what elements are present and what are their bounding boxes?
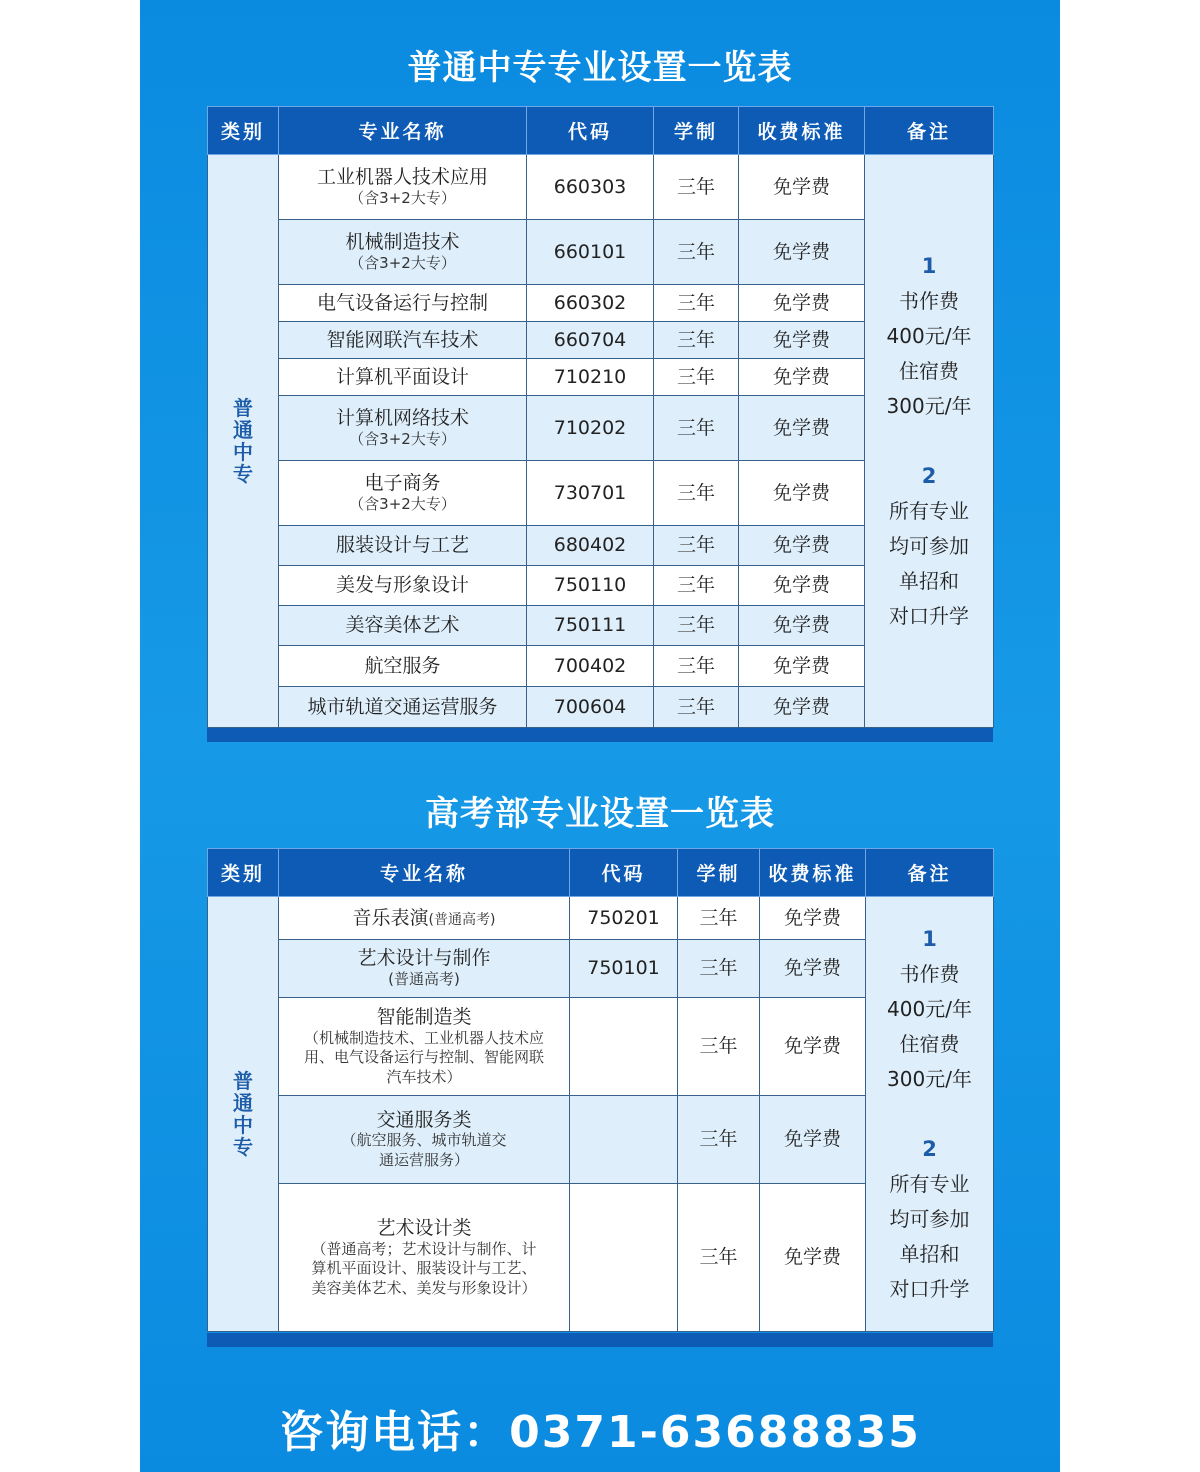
- major-code: 750201: [570, 897, 678, 940]
- poster-panel: [140, 0, 1060, 1472]
- header-fee: 收费标准: [739, 107, 865, 155]
- major-name: 计算机平面设计: [279, 359, 527, 396]
- major-years: 三年: [654, 155, 739, 220]
- table-header-row: [208, 107, 994, 155]
- major-code: 660303: [527, 155, 654, 220]
- major-name: 美容美体艺术: [279, 606, 527, 646]
- major-fee: 免学费: [739, 566, 865, 606]
- table-row: [208, 897, 994, 940]
- major-code: 700402: [527, 646, 654, 687]
- major-fee: 免学费: [739, 646, 865, 687]
- major-years: 三年: [654, 220, 739, 285]
- major-code: 680402: [527, 526, 654, 566]
- major-code: 660704: [527, 322, 654, 359]
- major-name: 艺术设计与制作 (普通高考): [279, 940, 570, 998]
- major-fee: 免学费: [739, 359, 865, 396]
- major-fee: 免学费: [760, 940, 866, 998]
- major-code: 750110: [527, 566, 654, 606]
- major-name: 美发与形象设计: [279, 566, 527, 606]
- section2-bottom-bar: [207, 1333, 993, 1347]
- major-name: 服装设计与工艺: [279, 526, 527, 566]
- table-header-row: [208, 849, 994, 897]
- major-fee: 免学费: [739, 687, 865, 728]
- note-cell: 1 书作费 400元/年 住宿费 300元/年 2 所有专业 均可参加 单招和 对口升学: [866, 897, 994, 1332]
- major-name: 智能网联汽车技术: [279, 322, 527, 359]
- major-years: 三年: [654, 461, 739, 526]
- category-cell: 普通中专: [208, 897, 279, 1332]
- header-code: 代码: [527, 107, 654, 155]
- note-cell: 1 书作费 400元/年 住宿费 300元/年 2 所有专业 均可参加 单招和 对口升学: [865, 155, 994, 728]
- major-years: 三年: [654, 285, 739, 322]
- major-years: 三年: [654, 396, 739, 461]
- section2-table: [207, 848, 994, 1332]
- header-fee: 收费标准: [760, 849, 866, 897]
- major-fee: 免学费: [739, 396, 865, 461]
- header-note: 备注: [866, 849, 994, 897]
- major-name: 机械制造技术 （含3+2大专）: [279, 220, 527, 285]
- major-years: 三年: [678, 998, 760, 1096]
- major-fee: 免学费: [739, 285, 865, 322]
- major-code: 710202: [527, 396, 654, 461]
- section1-table: [207, 106, 994, 728]
- major-code: 730701: [527, 461, 654, 526]
- header-note: 备注: [865, 107, 994, 155]
- table-row: [208, 155, 994, 220]
- phone-number[interactable]: 0371-63688835: [509, 1407, 921, 1458]
- major-code: 750101: [570, 940, 678, 998]
- contact-phone: [140, 1396, 1060, 1460]
- header-code: 代码: [570, 849, 678, 897]
- header-category: 类别: [208, 849, 279, 897]
- major-fee: 免学费: [760, 998, 866, 1096]
- major-name: 工业机器人技术应用 （含3+2大专）: [279, 155, 527, 220]
- major-years: 三年: [654, 687, 739, 728]
- major-name: 音乐表演(普通高考): [279, 897, 570, 940]
- major-fee: 免学费: [739, 461, 865, 526]
- category-cell: 普通中专: [208, 155, 279, 728]
- major-fee: 免学费: [739, 606, 865, 646]
- header-name: 专业名称: [279, 107, 527, 155]
- major-years: 三年: [678, 1184, 760, 1332]
- header-years: 学制: [678, 849, 760, 897]
- major-code: 660101: [527, 220, 654, 285]
- section1-title: 普通中专专业设置一览表: [407, 48, 793, 88]
- major-years: 三年: [654, 646, 739, 687]
- major-code: [570, 998, 678, 1096]
- header-category: 类别: [208, 107, 279, 155]
- major-fee: 免学费: [760, 897, 866, 940]
- major-code: 660302: [527, 285, 654, 322]
- major-years: 三年: [654, 322, 739, 359]
- major-years: 三年: [654, 566, 739, 606]
- major-code: 750111: [527, 606, 654, 646]
- major-years: 三年: [654, 359, 739, 396]
- major-fee: 免学费: [739, 155, 865, 220]
- major-years: 三年: [678, 897, 760, 940]
- major-years: 三年: [678, 1096, 760, 1184]
- major-fee: 免学费: [760, 1184, 866, 1332]
- section2-title: 高考部专业设置一览表: [425, 794, 775, 834]
- major-name: 电气设备运行与控制: [279, 285, 527, 322]
- header-years: 学制: [654, 107, 739, 155]
- major-name: 智能制造类 （机械制造技术、工业机器人技术应用、电气设备运行与控制、智能网联汽车技术）: [279, 998, 570, 1096]
- major-years: 三年: [654, 526, 739, 566]
- header-name: 专业名称: [279, 849, 570, 897]
- major-fee: 免学费: [760, 1096, 866, 1184]
- major-years: 三年: [654, 606, 739, 646]
- major-code: [570, 1184, 678, 1332]
- major-fee: 免学费: [739, 220, 865, 285]
- major-fee: 免学费: [739, 526, 865, 566]
- major-name: 艺术设计类 （普通高考；艺术设计与制作、计算机平面设计、服装设计与工艺、美容美体艺术、美发与形象设计）: [279, 1184, 570, 1332]
- major-name: 城市轨道交通运营服务: [279, 687, 527, 728]
- major-name: 计算机网络技术 （含3+2大专）: [279, 396, 527, 461]
- major-code: [570, 1096, 678, 1184]
- major-years: 三年: [678, 940, 760, 998]
- major-fee: 免学费: [739, 322, 865, 359]
- major-name: 航空服务: [279, 646, 527, 687]
- contact-label: 咨询电话：: [279, 1407, 510, 1458]
- major-name: 电子商务 （含3+2大专）: [279, 461, 527, 526]
- section1-bottom-bar: [207, 728, 993, 742]
- major-name: 交通服务类 （航空服务、城市轨道交通运营服务）: [279, 1096, 570, 1184]
- major-code: 710210: [527, 359, 654, 396]
- major-code: 700604: [527, 687, 654, 728]
